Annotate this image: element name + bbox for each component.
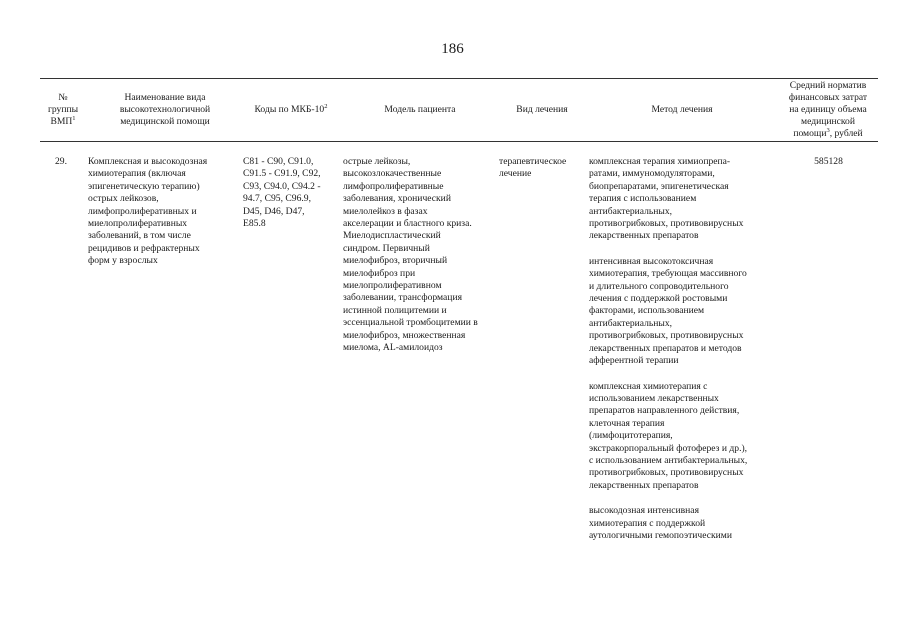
cell-line: миелома, AL-амилоидоз [343, 342, 443, 354]
header-cost-line: , рублей [829, 128, 863, 139]
cell-line: лимфопролиферативные [343, 180, 444, 192]
cell-line: миелопролиферативном [343, 280, 442, 292]
header-group-number-line: ВМП [50, 116, 73, 127]
header-patient-model-text: Модель пациента [384, 104, 456, 115]
cell-line: терапевтическое [499, 156, 567, 167]
treatment-method-item [589, 381, 776, 493]
header-cost-line: финансовых затрат [788, 92, 868, 103]
cell-treatment-type [499, 156, 585, 181]
header-treatment-type-text: Вид лечения [516, 104, 568, 115]
cell-line: высокозлокачественные [343, 168, 442, 180]
cell-line: акселерации и бластного криза. [343, 218, 472, 230]
cell-line: ратами, иммуномодуляторами, [589, 168, 715, 180]
cell-line: синдром. Первичный [343, 242, 430, 254]
header-group-number [40, 79, 86, 141]
cell-line: заболевания, хронический [343, 193, 451, 205]
cell-line: лечения с поддержкой ростовыми [589, 293, 728, 305]
cell-line: заболеваний, в том числе [88, 230, 191, 242]
cell-line: противогрибковых, противовирусных [589, 330, 744, 342]
cell-line: препаратов направленного действия, [589, 405, 740, 417]
cell-line: E85.8 [243, 218, 266, 230]
header-care-type [90, 79, 240, 141]
cell-cost: 585128 [814, 156, 843, 167]
cell-line: миелолейкоз в фазах [343, 205, 428, 217]
cell-line: антибактериальных, [589, 317, 673, 329]
cell-treatment-method [589, 156, 776, 555]
header-patient-model [342, 79, 498, 141]
cell-line: Комплексная и высокодозная [88, 156, 208, 167]
cell-line: комплексная терапия химиопрепа- [589, 156, 731, 167]
cell-line: 94.7, С95, С96.9, [243, 193, 311, 205]
cell-line: D45, D46, D47, [243, 205, 305, 217]
cell-line: эпигенетическую терапию) [88, 180, 200, 192]
cell-line: лекарственных препаратов и методов [589, 342, 742, 354]
cell-line: острые лейкозы, [343, 156, 411, 167]
treatment-method-item [589, 256, 776, 368]
cell-line: интенсивная высокотоксичная [589, 255, 714, 267]
header-icd-codes-text: Коды по МКБ-10 [254, 104, 325, 115]
header-group-number-line: группы [47, 104, 79, 115]
cell-line: клеточная терапия [589, 417, 665, 429]
cell-line: лечение [499, 168, 532, 180]
cell-line: антибактериальных, [589, 205, 673, 217]
header-cost [775, 79, 881, 141]
header-cost-line: помощи [793, 128, 827, 139]
cell-line: форм у взрослых [88, 255, 158, 267]
cell-line: миелофиброз, множественная [343, 329, 466, 341]
header-treatment-method-text: Метод лечения [651, 104, 713, 115]
treatment-method-item [589, 156, 776, 243]
footnote-mark: 1 [72, 114, 76, 122]
page-number: 186 [441, 41, 464, 57]
cell-line: афферентной терапии [589, 355, 679, 367]
header-cost-line: медицинской [801, 116, 855, 127]
cell-line: высокодозная интенсивная [589, 505, 699, 517]
cell-line: и длительного сопроводительного [589, 280, 729, 292]
cell-line: Миелодиспластический [343, 230, 441, 242]
cell-line: С81 - С90, С91.0, [243, 156, 314, 167]
header-care-type-line: медицинской помощи [120, 116, 210, 127]
footnote-mark: 2 [324, 102, 328, 110]
header-cost-line: Средний норматив [789, 80, 867, 91]
cell-line: лимфопролиферативных и [88, 205, 197, 217]
cell-line: миелопролиферативных [88, 218, 188, 230]
cell-line: с использованием антибактериальных, [589, 454, 748, 466]
table-header-rule [40, 141, 878, 142]
cell-line: химиотерапия с поддержкой [589, 517, 706, 529]
header-care-type-line: высокотехнологичной [119, 104, 211, 115]
cell-line: противогрибковых, противовирусных [589, 218, 744, 230]
cell-line: использованием лекарственных [589, 392, 719, 404]
cell-line: истинной полицитемии и [343, 304, 447, 316]
cell-line: рецидивов и рефрактерных [88, 242, 200, 254]
cell-line: биопрепаратами, эпигенетическая [589, 180, 729, 192]
cell-group-number: 29. [55, 156, 67, 167]
cell-line: факторами, использованием [589, 305, 705, 317]
cell-line: противогрибковых, противовирусных [589, 467, 744, 479]
cell-line: терапия с использованием [589, 193, 697, 205]
header-care-type-line: Наименование вида [124, 92, 206, 103]
cell-patient-model [343, 156, 495, 355]
cell-icd-codes [243, 156, 339, 230]
cell-line: комплексная химиотерапия с [589, 380, 708, 392]
header-cost-line: на единицу объема [789, 104, 867, 115]
header-treatment-method [588, 79, 776, 141]
cell-line: аутологичными гемопоэтическими [589, 529, 732, 541]
footnote-mark: 3 [826, 126, 830, 134]
cell-line: (лимфоцитотерапия, [589, 430, 673, 442]
header-group-number-line: № [58, 92, 68, 103]
cell-line: эссенциальной тромбоцитемии в [343, 317, 478, 329]
cell-care-type [88, 156, 240, 268]
cell-line: острых лейкозов, [88, 193, 159, 205]
cell-line: химиотерапия, требующая массивного [589, 268, 747, 280]
cell-line: химиотерапия (включая [88, 168, 186, 180]
cell-line: экстракорпоральный фотоферез и др.), [589, 442, 748, 454]
cell-line: миелофиброз, вторичный [343, 255, 448, 267]
treatment-method-item [589, 505, 776, 542]
cell-line: С91.5 - С91.9, С92, [243, 168, 321, 180]
cell-line: заболевании, трансформация [343, 292, 462, 304]
cell-line: миелофиброз при [343, 267, 416, 279]
cell-line: С93, С94.0, С94.2 - [243, 180, 321, 192]
cell-line: лекарственных препаратов [589, 479, 699, 491]
header-icd-codes [242, 79, 340, 141]
header-treatment-type [499, 79, 585, 141]
cell-line: лекарственных препаратов [589, 230, 699, 242]
